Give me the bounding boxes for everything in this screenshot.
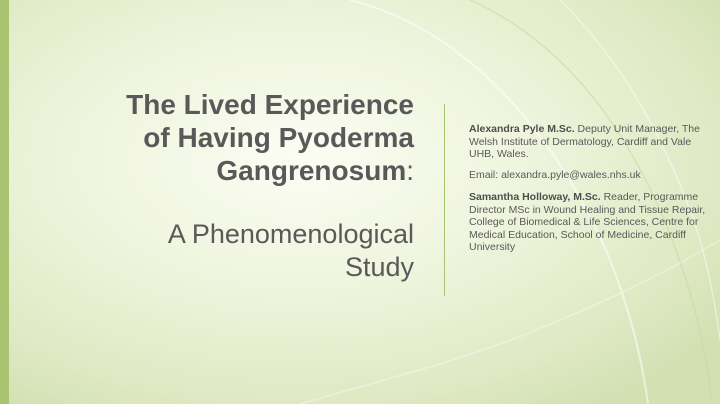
subtitle-line-1: A Phenomenological: [167, 219, 414, 249]
slide-subtitle: [54, 218, 414, 284]
vertical-divider: [444, 104, 445, 296]
title-line-3-text: Gangrenosum: [216, 155, 407, 186]
author-1-name: Alexandra Pyle M.Sc.: [469, 123, 575, 135]
author-2: [469, 191, 714, 254]
author-1: [469, 123, 714, 161]
author-2-name: Samantha Holloway, M.Sc.: [469, 191, 601, 203]
author-1-description: Deputy Unit Manager, The Welsh Institute of Dermatology, Cardiff and Vale UHB, Wales.: [469, 123, 700, 160]
title-line-3: [54, 154, 414, 187]
title-line-1: The Lived Experience: [126, 89, 414, 120]
authors-block: [469, 123, 714, 262]
subtitle-line-2: Study: [344, 252, 414, 282]
title-colon: :: [406, 155, 414, 186]
title-line-2: of Having Pyoderma: [143, 122, 414, 153]
slide-title: [54, 88, 414, 187]
author-1-email: Email: alexandra.pyle@wales.nhs.uk: [469, 168, 641, 181]
author-2-description: Reader, Programme Director MSc in Wound Healing and Tissue Repair, College of Biomedical & Life Sciences, Centre for Medical Education, School of Medicine, Cardiff University: [469, 191, 706, 253]
